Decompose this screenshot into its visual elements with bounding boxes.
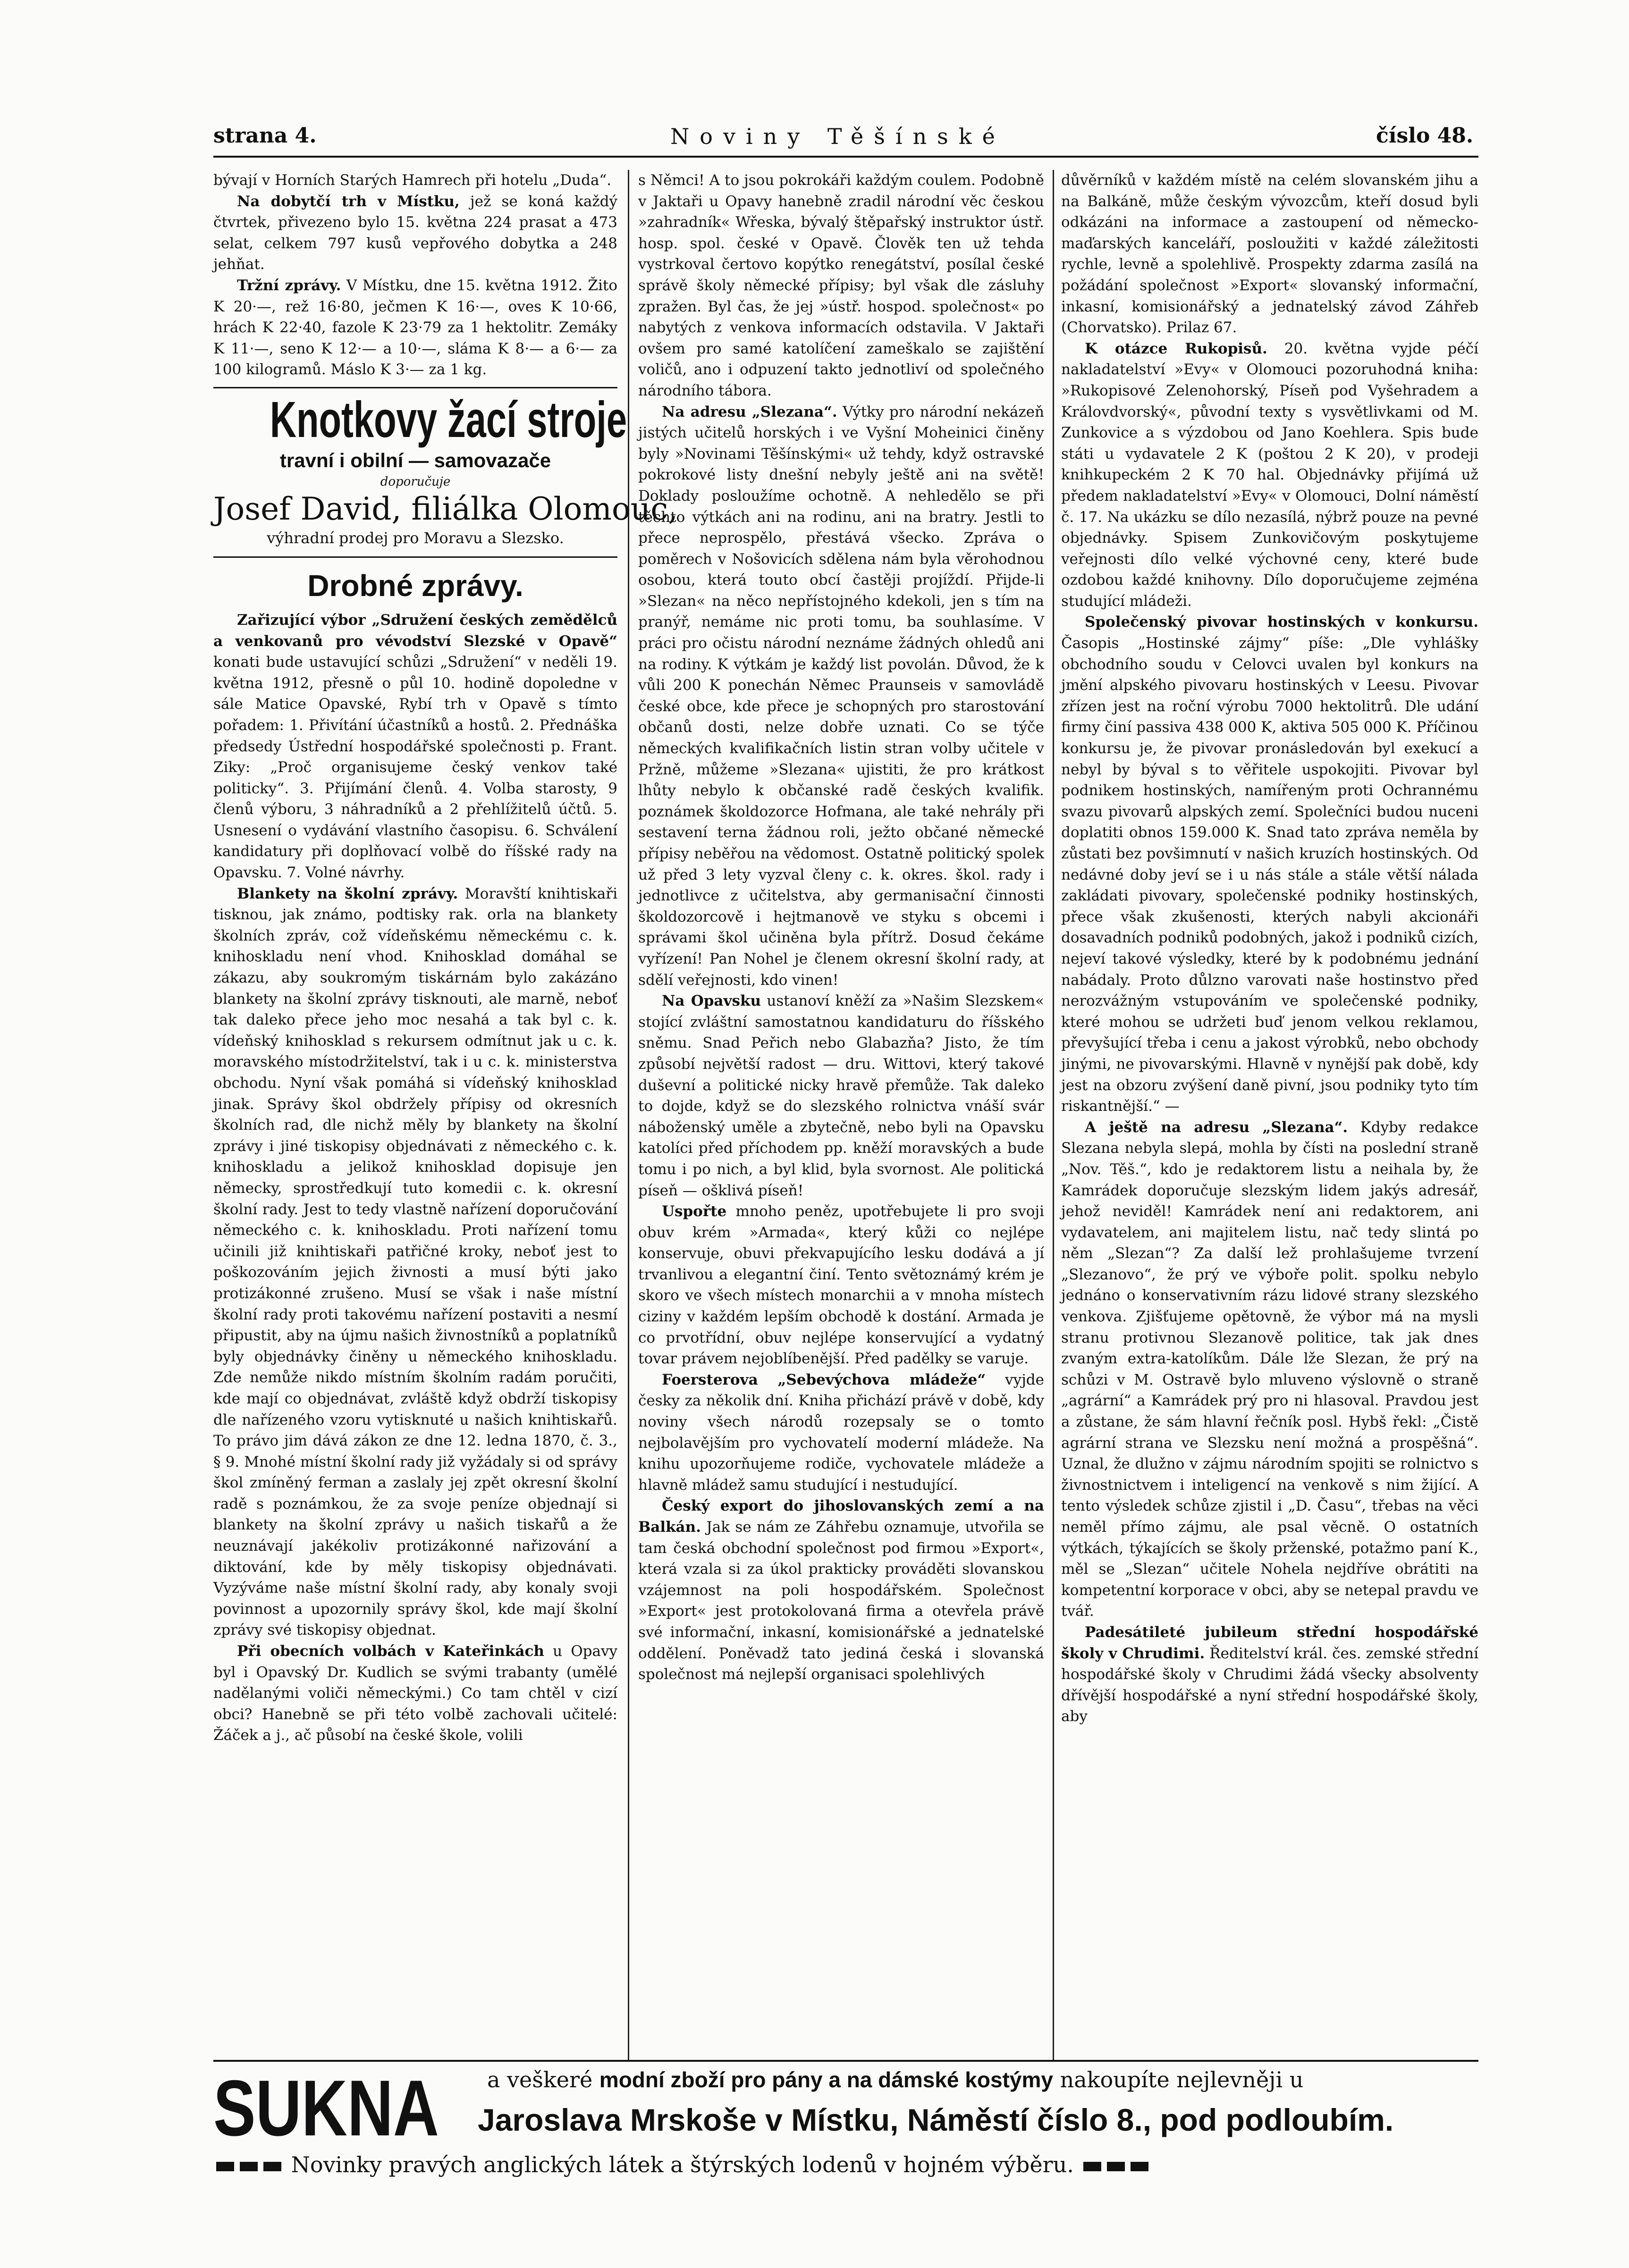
column-1 xyxy=(213,170,678,2058)
article-heading: Uspořte xyxy=(662,1203,727,1220)
article-heading: Foersterova „Sebevýchova mládeže“ xyxy=(662,1371,986,1388)
article-heading: K otázce Rukopisů. xyxy=(1085,340,1267,357)
article-paragraph xyxy=(1061,338,1478,612)
ornament-block xyxy=(1107,2162,1125,2171)
article-paragraph xyxy=(638,1201,1044,1369)
article-heading: Na Opavsku xyxy=(662,992,761,1010)
article-heading: Český export do jihoslovanských zemí a na Balkán. xyxy=(638,1497,1044,1536)
ad-sale-info: výhradní prodej pro Moravu a Slezsko. xyxy=(267,529,564,547)
article-text: Kdyby redakce Slezana nebyla slepá, mohla by čísti na poslední straně „Nov. Těš.“, kdo je redaktorem listu a neihala by, že Kamrádek doporučuje slezským lidem jakýs adresář, jehož neviděl! Kamrádek není ani redaktorem, ani vydavatelem, ani majitelem listu, nač tedy slintá po něm „Slezan“? Za další lež prohlašujeme tvrzení „Slezanovo“, že prý ve výboře polit. spolku nebylo jednáno o konservativním rázu lidové strany slezského venkova. Zjišťujeme opětovně, že výbor má na mysli stranu protivnou Slezanově politice, tak jak dnes zvaným extra-katolíkům. Dále lže Slezan, že prý na schůzi v M. Ostravě bylo mluveno výslovně o straně „agrární“ a Kamrádek prý pro ni hlasoval. Pravdou jest a zůstane, že sám hlavní řečník posl. Hybš řekl: „Čistě agrární strana ve Slezsku není možná a prospěšná“. Uznal, že dlužno v zájmu národním spojiti se rolnictvo s živnostnictvem i inteligencí na venkově s nim žijící. A tento výsledek schůze zjistil i „D. Času“, třebas na věci neměl přímo zájmu, ale psal věcně. O ostatních výtkách, týkajících se školy prženské, potažmo paní K., měl se „Slezan“ učitele Nohela nejdříve obrátiti na kompetentní korporace v obci, aby se netepal pravdu ve tvář. xyxy=(1061,1118,1478,1620)
article-paragraph xyxy=(1061,1117,1478,1622)
section-heading: Drobné zprávy. xyxy=(307,568,523,603)
article-text: Ředitelství král. čes. zemské střední hospodářské školy v Chrudimi žádá všecky absolventy dřívější hospodářské a nyní střední hospodářské školy, aby xyxy=(1061,1645,1479,1725)
article-text: 20. května vyjde péčí nakladatelství »Evy« v Olomouci pozoruhodná kniha: »Rukopisové Zelenohorský, Píseň pod Vyšehradem a Královdvorský«, původní texty s vysvětlivkami od M. Zunkovice a s výzdobou od Jano Koehlera. Spis bude státi u vydavatele 2 K (poštou 2 K 20), v prodeji knihkupeckém 2 K 70 hal. Objednávky přijímá už předem nakladatelství »Evy« v Olomouci, Dolní náměstí č. 17. Na ukázku se dílo nezasílá, nýbrž pouze na pevné objednávky. Spisem Zunkovičovým poskytujeme veřejnosti dílo velké výchovné ceny, které bude ozdobou každé knihovny. Dílo doporučujeme zejména studující mládeži. xyxy=(1061,340,1479,610)
page-number: strana 4. xyxy=(213,124,317,148)
ornament-block xyxy=(240,2162,258,2171)
column-divider xyxy=(628,170,629,2060)
advertisement-sukna xyxy=(213,2063,1478,2181)
article-paragraph: důvěrníků v každém místě na celém slovanském jihu a na Balkáně, může českým vývozcům, kteří dosud byli odkázáni na informace a zastoupení od německo-maďarských kanceláří, posloužiti v každé záležitosti rychle, levně a spolehlivě. Prospekty zdarma zasílá na požádání společnost »Export« slovanský informační, inkasní, komisionářský a jednatelský závod Záhřeb (Chorvatsko). Prilaz 67. xyxy=(1061,172,1478,336)
article-heading: Společenský pivovar hostinských v konkursu. xyxy=(1085,613,1478,631)
article-paragraph: s Němci! A to jsou pokrokáři každým coulem. Podobně v Jaktaři u Opavy hanebně zradil národní věc českou »zahradník« Wřeska, bývalý štěpařský instruktor ústř. hosp. spol. české v Opavě. Člověk ten už tehda vystrkoval čertovo kopýtko renegátství, posílal české správě školy německé přípisy; byl však dle zásluhy zpražen. Byl čas, že jej »ústř. hospod. společnost« po nabytých z venkova informacích odstavila. V Jaktaři ovšem pro samé katolíčení zameškalo se zajištění voličů, ano i odpuzení takto jednotliví od společného národního tábora. xyxy=(638,172,1044,399)
ad-brand: SUKNA xyxy=(213,2064,439,2152)
article-text: Jak se nám ze Záhřebu oznamuje, utvořila se tam česká obchodní společnost pod firmou »Export«, která vzala si za úkol prakticky prováděti slovanskou vzájemnost na poli hospodářském. Společnost »Export« jest protokolovaná firma a otevřela právě své informační, inkasní, komisionářské a jednatelské oddělení. Poněvadž tato jediná česká i slovanská společnost má nejlepší organisaci spolehlivých xyxy=(638,1519,1044,1683)
article-text: Výtky pro národní nekázeň jistých učitelů horských i ve Vyšní Moheinici činěny byly »Novinami Těšínskými« už tehdy, když ostravské pokrokové listy dnešní nebyly ještě ani na světě! Doklady posloužíme ochotně. A nehledělo se při těchto výtkách ani na rodinu, ani na bratry. Jestli to přece neprospělo, přestává všecko. Zpráva o poměrech v Nošovicích sdělena nám byla věrohodnou osobou, která touto obcí častěji projíždí. Přijde-li »Slezan« na něco nepřístojného kdekoli, jen s tím na pranýř, nemáme nic proti tomu, ba souhlasíme. V práci pro očistu národní neznáme žádných ohledů ani na rodiny. K výtkám je každý list povolán. Důvod, že k vůli 200 K ponechán Němec Praunseis v samovládě české obce, kde přece je schopných pro starostování občanů dosti, nelze dobře uznati. Co se týče německých kvalifikačních listin stran volby učitele v Pržně, můžeme »Slezana« ujistiti, že pro krátkost lhůty nebylo k občanské radě českých kvalifik. poznámek školdozorce Hofmana, ale také nehrály při sestavení terna žádnou roli, ježto občané německé přípisy neběřou na vědomost. Ostatně politický spolek už před 3 lety vyzval členy c. k. okres. škol. rady i jednotlivce z učitelstva, aby germanisační činnosti školdozorcově i hejtmanově ve styku s obcemi i správami škol učiněna byla přítrž. Dosud čekáme vyřízení! Pan Nohel je členem okresní školní rady, at sdělí veřejnosti, kdo vinen! xyxy=(638,403,1044,989)
article-heading: A ještě na adresu „Slezana“. xyxy=(1085,1118,1348,1136)
article-paragraph xyxy=(638,1369,1044,1496)
article-text: jež se koná každý čtvrtek, přivezeno bylo 15. května 224 prasat a 473 selat, celkem 797 kusů vepřového dobytka a 248 jehňat. xyxy=(213,193,618,273)
ornament-block xyxy=(216,2162,234,2171)
ad-line-3-text: Novinky pravých anglických látek a štýrských lodenů v hojném výběru. xyxy=(291,2152,1074,2177)
article-paragraph: bývají v Horních Starých Hamrech při hotelu „Duda“. xyxy=(213,172,612,189)
ornament-block xyxy=(1083,2162,1101,2171)
ad-line-1-pre: a veškeré xyxy=(487,2067,593,2092)
article-text: konati bude ustavující schůzi „Sdružení“ v neděli 19. května 1912, přesně o půl 10. hodině dopoledne v sále Matice Opavské, Rybí trh v Opavě s tímto pořadem: 1. Přivítání účastníků a hostů. 2. Přednáška předsedy Ústřední hospodářské společnosti p. Frant. Ziky: „Proč organisujeme český venkov také politicky“. 3. Přijímání členů. 4. Volba starosty, 9 členů výboru, 3 náhradníků a 2 přehlížitelů účtů. 5. Usnesení o vydávání vlastního časopisu. 6. Schválení kandidatury při doplňovací volbě do říšské rady na Opavsku. 7. Volné návrhy. xyxy=(213,654,617,882)
advertisement-mowers xyxy=(213,387,678,558)
article-paragraph xyxy=(213,883,617,1641)
article-text: u Opavy byl i Opavský Dr. Kudlich se svými trabanty (umělé nadělanými voliči německými.) Co tam chtěl v cizí obci? Hanebně se při této volbě zachovali učitelé: Žáček a j., ač působí na české škole, volili xyxy=(213,1643,617,1744)
article-text: V Místku, dne 15. května 1912. Žito K 20·—, rež 16·80, ječmen K 16·—, oves K 10·66, hrách K 22·40, fazole K 23·79 za 1 hektolitr. Zemáky K 11·—, seno K 12·— a 10·—, sláma K 8·— a 6·— za 100 kilogramů. Máslo K 3·— za 1 kg. xyxy=(213,277,617,378)
bottom-rule xyxy=(213,2060,1478,2062)
article-heading: Při obecních volbách v Kateřinkách xyxy=(237,1643,544,1660)
article-heading: Blankety na školní zprávy. xyxy=(237,885,458,902)
ad-line-1 xyxy=(487,2067,1303,2092)
article-paragraph xyxy=(213,1641,617,1746)
article-text: ustanoví kněží za »Našim Slezskem« stojící zvláštní samostatnou kandidaturu do říšského sněmu. Snad Peřich nebo Glabazňa? Jisto, že tím způsobí největší radost — dru. Wittovi, který takové duševní a politické nicky hravě přemůže. Tak daleko to dojde, když se do slezského rolnictva vnáší svár náboženský uměle a zbytečně, nebo byli na Opavsku katolíci před příchodem pp. kněží moravských a bude tomu i po nich, a byl klid, byla svornost. Ale politická píseň — ošklivá píseň! xyxy=(638,992,1044,1199)
ad-recommends: doporučuje xyxy=(380,474,451,489)
article-text: Časopis „Hostinské zájmy“ píše: „Dle vyhlášky obchodního soudu v Celovci uvalen byl konkurs na jmění alpského pivovaru hostinských v Leesu. Pivovar zřízen jest na roční výrobu 7000 hektolitrů. Dle udání firmy činí passiva 438 000 K, aktiva 505 000 K. Příčinou konkursu je, že pivovar pronásledován byl exekucí a nebyl by býval s to věřitele uspokojiti. Pivovar byl podnikem hostinských, namířeným proti Ochrannému svazu pivovarů alpských zemí. Společníci budou nuceni doplatiti obnos 159.000 K. Snad tato zpráva neměla by zůstati bez povšimnutí v našich kruzích hostinských. Od nedávné doby jeví se i u nás stále a stále větší nálada zakládati pivovary, společenské podniky hostinských, přece však zkušenosti, kterých nabyli akcionáři dosavadních podniků podobných, jakož i podniků cizích, nejeví takové výsledky, které by k podobnému jednání nabádaly. Proto důlzno varovati naše hostinstvo před nerozvážným vstupováním ve společenské podniky, které mohou se udržeti buď jenom velkou reklamou, převyšující třeba i cenu a jakost výrobků, nebo obchody jinými, ne pivovarskými. Hlavně v nynější pak době, kdy jest na obzoru zvýšení daně pivní, jsou podniky tyto tím riskantnější.“ — xyxy=(1061,635,1478,1115)
article-paragraph xyxy=(213,610,617,883)
issue-number: číslo 48. xyxy=(1376,124,1474,148)
ad-subtitle: travní i obilní — samovazače xyxy=(279,449,551,471)
article-paragraph xyxy=(213,275,617,380)
article-heading: Tržní zprávy. xyxy=(237,277,341,294)
article-paragraph xyxy=(213,191,617,275)
article-paragraph xyxy=(638,991,1044,1201)
newspaper-title: Noviny Těšínské xyxy=(670,124,1005,149)
article-paragraph xyxy=(1061,1622,1478,1727)
header-rule xyxy=(213,156,1478,158)
article-text: vyjde česky za několik dní. Kniha přichází právě v době, kdy noviny všech národů rozepsaly se o tomto nejbolavějším pro vychovatelí moderní mládeže. Na knihu upozorňujeme rodiče, vychovatele mládeže a hlavně mládež samu studující i nestudující. xyxy=(638,1371,1044,1494)
article-paragraph xyxy=(1061,612,1478,1117)
article-paragraph xyxy=(638,1495,1044,1685)
article-heading: Padesátileté jubileum střední hospodářské školy v Chrudimi. xyxy=(1061,1623,1478,1662)
ad-line-1-post: nakoupíte nejlevněji u xyxy=(1060,2067,1304,2092)
article-heading: Na dobytčí trh v Místku, xyxy=(237,193,460,210)
article-text: mnoho peněz, upotřebujete li pro svoji obuv krém »Armada«, který kůži co nejlépe konservuje, obuvi překvapujícího lesku dodává a jí trvanlivou a elegantní činí. Tento světoznámý krém je skoro ve všech místech monarchii a v mnoha místech ciziny v každém lepším obchodě k dostání. Armada je co prvotřídní, obuv nejlépe konservující a vydatný tovar právem nejoblíbenější. Před padělky se varuje. xyxy=(638,1203,1044,1368)
ad-title: Knotkovy žací stroje xyxy=(270,390,627,448)
article-paragraph xyxy=(638,402,1044,991)
column-2 xyxy=(638,170,1044,2058)
article-heading: Na adresu „Slezana“. xyxy=(662,403,837,420)
article-text: Moravští knihtiskaři tisknou, jak známo, podtisky rak. orla na blankety školních zpráv, což vídeňskému německému c. k. knihoskladu není vhod. Knihosklad domáhal se zákazu, aby soukromým tiskárnám bylo zakázáno blankety na školní zprávy tisknouti, ale marně, neboť tak daleko přece jeho moc nesahá a tak byl c. k. vídeňský knihosklad s rekursem odmítnut jak u c. k. moravského místodržitelství, tak i u c. k. ministerstva obchodu. Nyní však pomáhá si vídeňský knihosklad jinak. Správy škol obdržely přípisy od okresních školních rad, dle nichž měly by blankety na školní zprávy i jiné tiskopisy objednávati z německého c. k. knihoskladu a jelikož knihosklad dopisuje jen německy, sprostředkují tuto komedii c. k. okresní školní rady. Jest to tedy vlastně nařízení doporučování německého c. k. knihoskladu. Proti nařízení tomu učinili již knihtiskaři patřičné kroky, neboť jest to poškozováním jejich živnosti a musí býti jako protizákonné zrušeno. Musí se však i naše místní školní rady proti takovému nařízení postaviti a nesmí připustit, aby na újmu našich živnostníků a poplatníků byly objednávky činěny u německého knihoskladu. Zde nemůže nikdo místním školním radám poručiti, kde mají co objednávat, zvláště když obdrží tiskopisy dle nařízeného vzoru vytisknuté u našich knihtiskařů. To právo jim dává zákon ze dne 12. ledna 1870, č. 3., § 9. Mnohé místní školní rady již vyžádaly si od správy škol zmíněný ferman a zaslaly jej zpět okresní školní radě s poznámkou, že za svoje peníze objednají si blankety na školní zprávy u našich tiskařů a že neuznávají jakékoliv protizákonné nařizování a diktování, kde by měly tiskopisy objednávati. Vyzýváme naše místní školní rady, aby konaly svoji povinnost a upozornily správy škol, kde mají školní zprávy své tiskopisy objednat. xyxy=(213,885,617,1639)
ad-line-3 xyxy=(213,2152,1151,2177)
article-heading: Zařizující výbor „Sdružení českých zemědělců a venkovanů pro vévodství Slezské v Opavě“ xyxy=(213,611,617,650)
ornament-block xyxy=(263,2162,281,2171)
ornament-block xyxy=(1131,2162,1148,2171)
ad-line-1-bold: modní zboží pro pány a na dámské kostýmy xyxy=(599,2067,1053,2092)
ad-line-2: Jaroslava Mrskoše v Místku, Náměstí číslo 8., pod podloubím. xyxy=(478,2102,1394,2137)
ad-company: Josef David, filiálka Olomouc, xyxy=(213,490,678,527)
column-divider xyxy=(1053,170,1054,2060)
column-3 xyxy=(1061,170,1478,2058)
